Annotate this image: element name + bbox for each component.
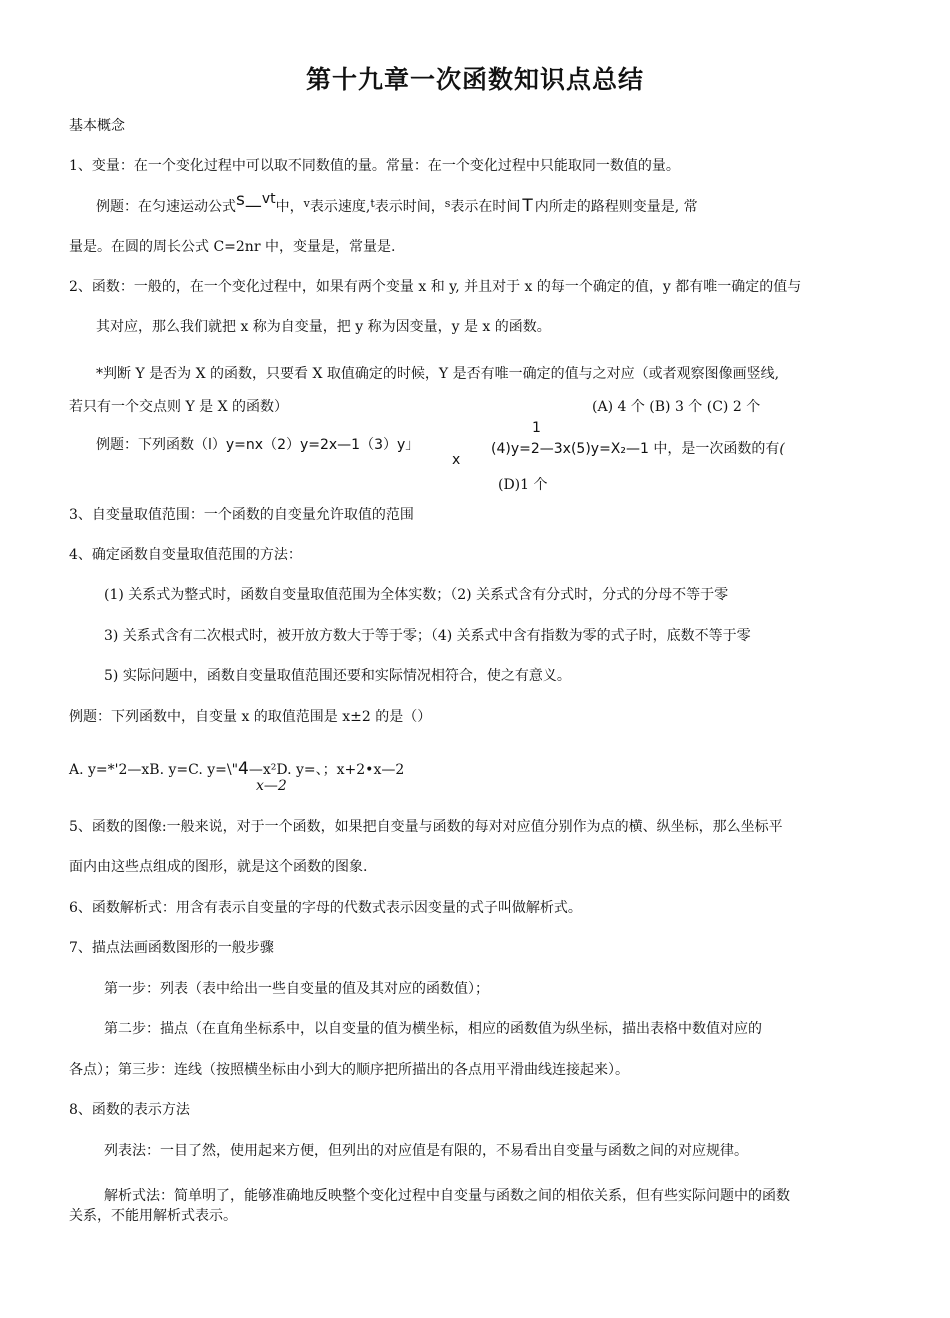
domain-rule: 3) 关系式含有二次根式时，被开放方数大于等于零；（4) 关系式中含有指数为零的式子时，底数不等于零 [104, 628, 751, 644]
representation-heading: 8、函数的表示方法 [69, 1102, 190, 1118]
example-domain-question: 例题：下列函数中，自变量 x 的取值范围是 x±2 的是（） [69, 709, 432, 725]
plotting-steps-heading: 7、描点法画函数图形的一般步骤 [69, 940, 274, 956]
option-denominator: x—2 [256, 778, 287, 794]
example-domain-options [69, 759, 404, 780]
symbol-v: v [303, 197, 310, 210]
plotting-step-1: 第一步：列表（表中给出一些自变量的值及其对应的函数值）； [104, 981, 489, 997]
example-text: 表示在时间 [450, 199, 521, 215]
domain-rule: 5) 实际问题中，函数自变量取值范围还要和实际情况相符合，使之有意义。 [104, 668, 571, 684]
fraction-numerator: 1 [532, 420, 541, 436]
variable-definition: 1、变量：在一个变化过程中可以取不同数值的量。常量：在一个变化过程中只能取同一数值的量。 [69, 158, 680, 174]
domain-rule: (1) 关系式为整式时，函数自变量取值范围为全体实数；（2) 关系式含有分式时，分式的分母不等于零 [104, 587, 729, 603]
function-definition: 2、函数：一般的，在一个变化过程中，如果有两个变量 x 和 y, 并且对于 x 的每一个确定的值，y 都有唯一确定的值与 [69, 279, 802, 295]
formula-dash: — [244, 196, 262, 216]
analytic-expression-definition: 6、函数解析式：用含有表示自变量的字母的代数式表示因变量的式子叫做解析式。 [69, 900, 582, 916]
domain-methods-heading: 4、确定函数自变量取值范围的方法： [69, 547, 302, 563]
judge-rule: *判断 Y 是否为 X 的函数，只要看 X 取值确定的时候，Y 是否有唯一确定的值与之对应（或者观察图像画竖线, [96, 366, 780, 382]
answer-option-d: (D)1 个 [498, 477, 548, 493]
formula-s: s [236, 190, 245, 210]
example-text: 内所走的路程则变量是, 常 [534, 199, 698, 215]
table-method: 列表法：一目了然，使用起来方便，但列出的对应值是有限的，不易看出自变量与函数之间的对应规律。 [104, 1143, 748, 1159]
symbol-s: s [444, 197, 451, 210]
fraction-denominator: x [452, 452, 461, 468]
paren-mark: ( [779, 441, 785, 457]
example-text: 表示时间， [374, 199, 445, 215]
page-title: 第十九章一次函数知识点总结 [305, 65, 644, 94]
example-text: 例题：下列函数（l）y=nx（2）y=2x—1（3）y [96, 437, 406, 453]
analytic-method-cont: 关系，不能用解析式表示。 [69, 1208, 237, 1224]
example-text: 中， [275, 199, 304, 215]
graph-definition: 5、函数的图像:一般来说，对于一个函数，如果把自变量与函数的每对对应值分别作为点的横、纵坐标，那么坐标平 [69, 819, 783, 835]
formula-vt: vt [261, 191, 276, 207]
symbol-T: T [522, 196, 533, 216]
symbol-t: t [370, 197, 375, 210]
example-functions-cont [491, 439, 785, 459]
plotting-step-2-cont: 各点）；第三步：连线（按照横坐标由小到大的顺序把所描出的各点用平滑曲线连接起来）。 [69, 1062, 629, 1078]
bracket-mark: 」 [405, 437, 420, 453]
graph-definition-cont: 面内由这些点组成的图形，就是这个函数的图象. [69, 859, 368, 875]
example-functions [96, 435, 419, 455]
example-text: (4)y=2—3x(5)y=X₂—1 中，是一次函数的有 [491, 441, 780, 457]
section-heading: 基本概念 [69, 118, 125, 134]
example-text: 表示速度, [309, 199, 371, 215]
options-text: A. y=*'2—xB. y=C. y=\" [69, 762, 239, 778]
domain-definition: 3、自变量取值范围：一个函数的自变量允许取值的范围 [69, 507, 414, 523]
example-text: 例题：在匀速运动公式 [96, 199, 236, 215]
analytic-method: 解析式法：简单明了，能够准确地反映整个变化过程中自变量与函数之间的相依关系，但有些实际问题中的函数 [104, 1188, 790, 1204]
judge-rule-cont: 若只有一个交点则 Y 是 X 的函数） [69, 399, 289, 415]
example-speed-formula [96, 190, 698, 218]
function-definition-cont: 其对应，那么我们就把 x 称为自变量，把 y 称为因变量，y 是 x 的函数。 [96, 319, 551, 335]
example-circle: 量是。在圆的周长公式 C=2nr 中，变量是，常量是. [69, 239, 396, 255]
plotting-step-2: 第二步：描点（在直角坐标系中，以自变量的值为横坐标，相应的函数值为纵坐标，描出表格中数值对应的 [104, 1021, 762, 1037]
options-four: 4 [238, 759, 249, 779]
answer-options-abc: (A) 4 个 (B) 3 个 (C) 2 个 [592, 399, 761, 415]
options-text: —x²D. y=、；x+2•x—2 [248, 762, 405, 778]
